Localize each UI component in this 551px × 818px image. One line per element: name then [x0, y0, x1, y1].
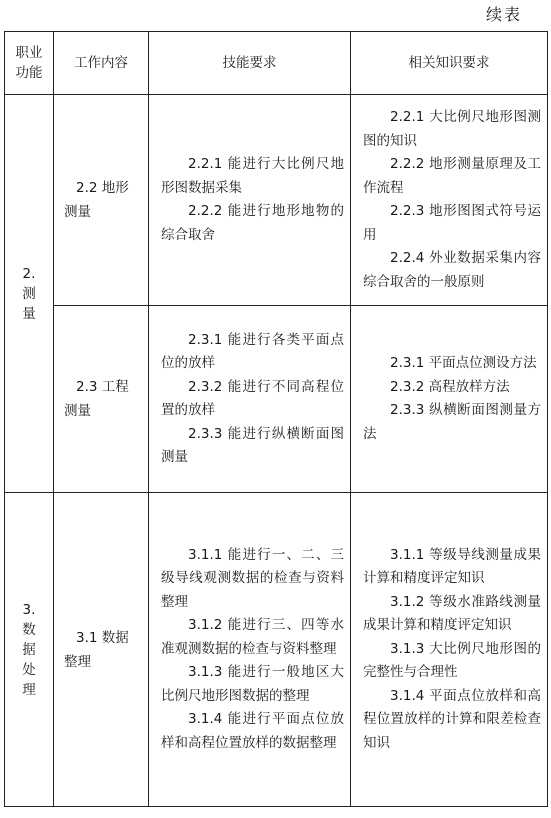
skill-item: 2.2.2 能进行地形地物的综合取舍 [161, 203, 344, 243]
header-row [5, 32, 548, 95]
skill-cell [149, 95, 351, 306]
knowledge-item: 3.1.2 等级水准路线测量成果计算和精度评定知识 [363, 593, 541, 634]
knowledge-item: 2.2.2 地形测量原理及工作流程 [363, 156, 541, 196]
table-row [5, 493, 548, 807]
knowledge-item: 3.1.1 等级导线测量成果计算和精度评定知识 [363, 546, 541, 587]
skill-cell [149, 306, 351, 493]
header-knowledge: 相关知识要求 [351, 32, 548, 95]
skill-item: 3.1.3 能进行一般地区大比例尺地形图数据的整理 [161, 664, 344, 704]
header-function-line: 功能 [15, 65, 43, 81]
header-skill: 技能要求 [149, 32, 351, 95]
knowledge-item: 3.1.3 大比例尺地形图的完整性与合理性 [363, 640, 541, 681]
skill-cell [149, 493, 351, 807]
knowledge-item: 2.2.3 地形图图式符号运用 [363, 203, 541, 243]
table-row [5, 306, 548, 493]
knowledge-item: 2.3.3 纵横断面图测量方法 [363, 402, 541, 442]
skills-table [4, 31, 548, 807]
function-cell-data-processing: 3. 数 据 处 理 [5, 493, 54, 807]
header-function-line: 职业 [15, 45, 43, 61]
knowledge-item: 2.2.4 外业数据采集内容综合取舍的一般原则 [363, 250, 541, 290]
skill-item: 2.3.1 能进行各类平面点位的放样 [161, 331, 344, 371]
work-cell: 2.2 地形 测量 [54, 95, 149, 306]
skill-item: 2.3.3 能进行纵横断面图测量 [161, 425, 344, 465]
header-function [5, 32, 54, 95]
skill-item: 3.1.1 能进行一、二、三级导线观测数据的检查与资料整理 [161, 546, 344, 610]
header-work: 工作内容 [54, 32, 149, 95]
skill-item: 3.1.4 能进行平面点位放样和高程位置放样的数据整理 [161, 711, 344, 751]
work-cell: 2.3 工程 测量 [54, 306, 149, 493]
skill-item: 3.1.2 能进行三、四等水准观测数据的检查与资料整理 [161, 617, 344, 657]
knowledge-item: 2.2.1 大比例尺地形图测图的知识 [363, 109, 541, 149]
knowledge-item: 2.3.1 平面点位测设方法 [390, 355, 537, 371]
knowledge-cell [351, 306, 548, 493]
knowledge-cell [351, 95, 548, 306]
continued-label: 续表 [486, 5, 523, 24]
table-row [5, 95, 548, 306]
skill-item: 2.2.1 能进行大比例尺地形图数据采集 [161, 156, 344, 196]
knowledge-cell [351, 493, 548, 807]
knowledge-item: 3.1.4 平面点位放样和高程位置放样的计算和限差检查知识 [363, 687, 541, 751]
work-cell: 3.1 数据 整理 [54, 493, 149, 807]
knowledge-item: 2.3.2 高程放样方法 [390, 378, 510, 395]
function-cell-surveying: 2. 测 量 [5, 95, 54, 493]
skill-item: 2.3.2 能进行不同高程位置的放样 [161, 378, 344, 418]
